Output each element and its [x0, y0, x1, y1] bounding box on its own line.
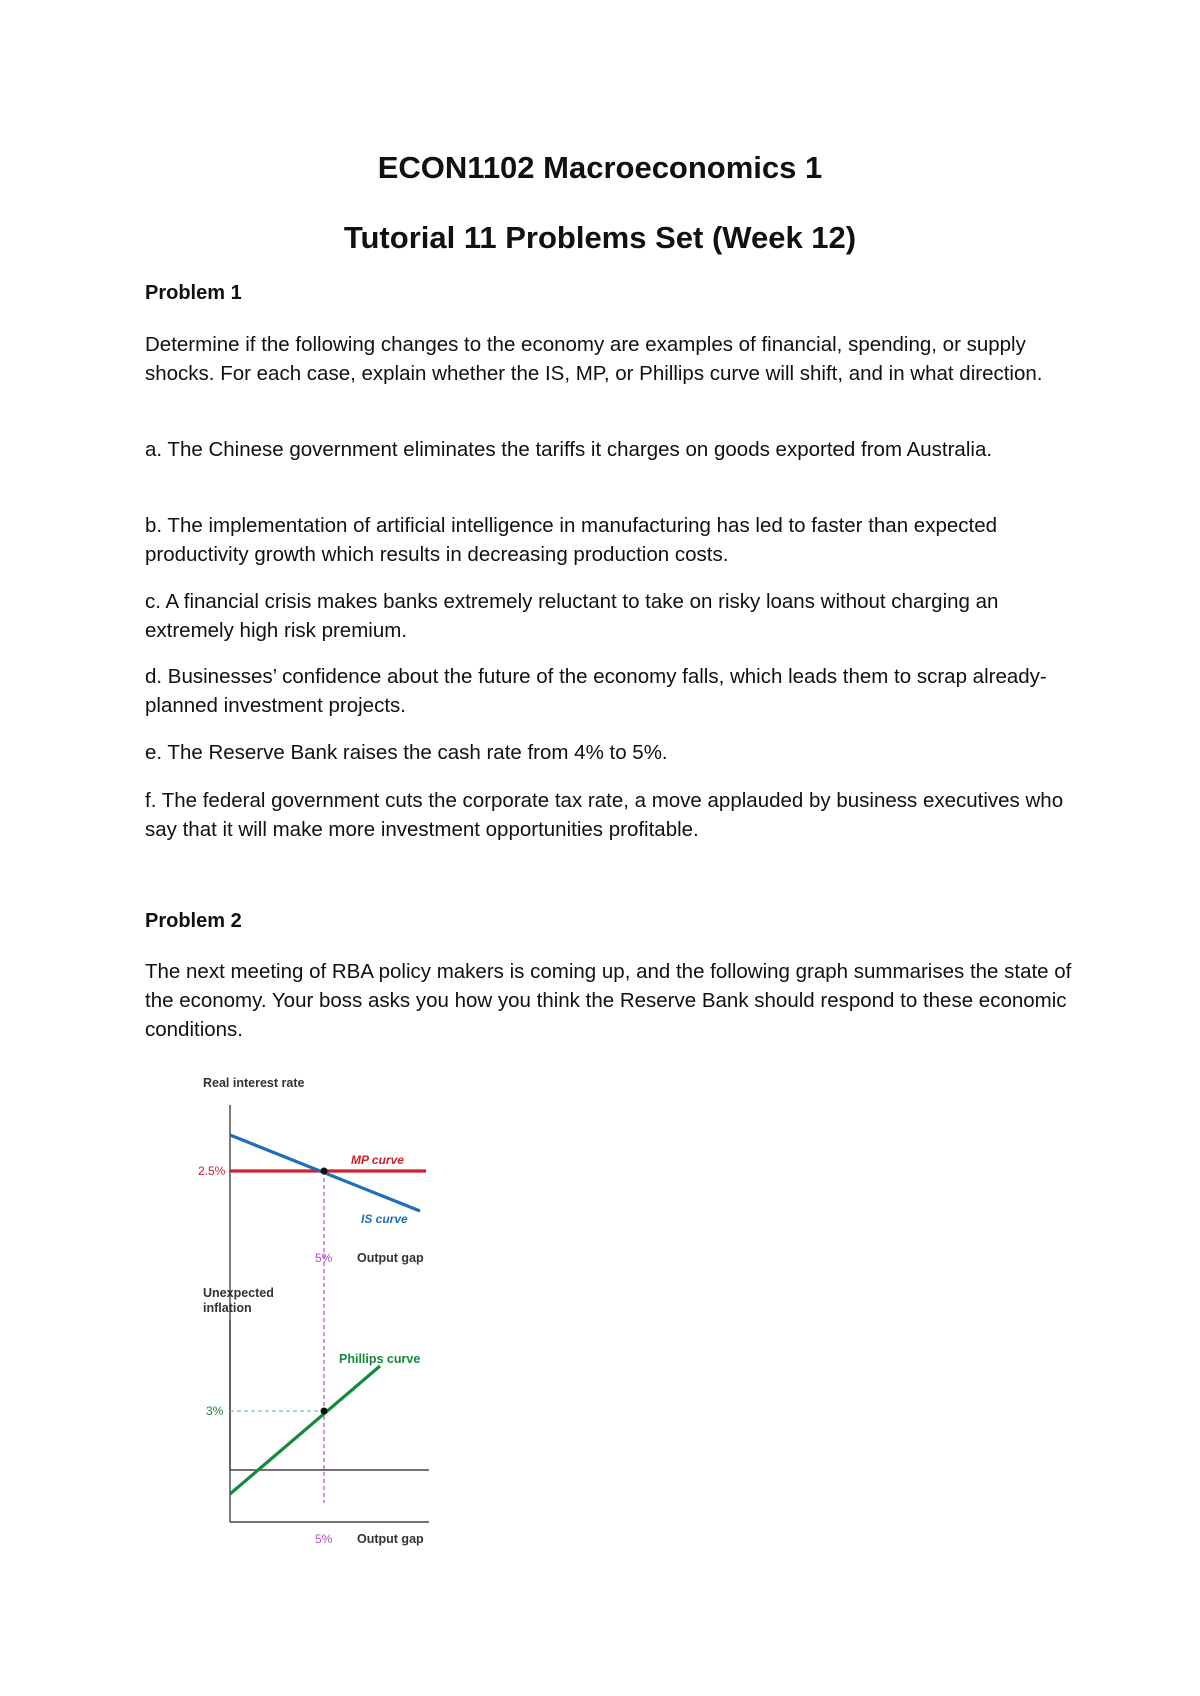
mp-curve-label: MP curve: [351, 1153, 404, 1167]
chart1-xlabel: Output gap: [357, 1251, 424, 1265]
chart2-ylabel-line2: inflation: [203, 1301, 252, 1315]
problem1-item-c: c. A financial crisis makes banks extremely reluctant to take on risky loans without charging an extremely high risk premium.: [145, 590, 999, 642]
problem1-item-e: e. The Reserve Bank raises the cash rate from 4% to 5%.: [145, 741, 668, 764]
chart2-ylabel-line1: Unexpected: [203, 1286, 274, 1300]
problem1-item-a: a. The Chinese government eliminates the tariffs it charges on goods exported from Australia.: [145, 438, 993, 461]
document-title: ECON1102 Macroeconomics 1: [377, 150, 823, 185]
problem1-intro: Determine if the following changes to the economy are examples of financial, spending, or supply shocks. For each case, explain whether the IS, MP, or Phillips curve will shift, and in what direction.: [145, 333, 1043, 385]
problem1-heading: Problem 1: [145, 282, 242, 304]
chart2-y-tick-label: 3%: [206, 1404, 224, 1418]
problem1-item-d: d. Businesses’ confidence about the future of the economy falls, which leads them to scrap already-planned investment projects.: [145, 665, 1047, 717]
chart1-ylabel: Real interest rate: [203, 1076, 305, 1090]
is-mp-phillips-chart: [180, 1070, 450, 1550]
phillips-curve-line: [230, 1366, 380, 1494]
problem1-item-f: f. The federal government cuts the corporate tax rate, a move applauded by business executives who say that it will make more investment opportunities profitable.: [145, 789, 1064, 841]
is-curve-label: IS curve: [361, 1212, 408, 1226]
problem2-intro: The next meeting of RBA policy makers is coming up, and the following graph summarises the state of the economy. Your boss asks you how you think the Reserve Bank should respond to these economic conditions.: [145, 960, 1072, 1041]
document-subtitle: Tutorial 11 Problems Set (Week 12): [343, 220, 857, 255]
chart1-x-tick-label: 5%: [315, 1251, 333, 1265]
problem1-item-b: b. The implementation of artificial intelligence in manufacturing has led to faster than expected productivity growth which results in decreasing production costs.: [145, 514, 998, 566]
chart2-xlabel: Output gap: [357, 1532, 424, 1546]
chart2-equilibrium-point: [321, 1408, 328, 1415]
problem2-heading: Problem 2: [145, 910, 242, 932]
chart1-equilibrium-point: [321, 1168, 328, 1175]
chart1-y-tick-label: 2.5%: [198, 1164, 226, 1178]
chart2-x-tick-label: 5%: [315, 1532, 333, 1546]
phillips-curve-label: Phillips curve: [339, 1352, 421, 1366]
